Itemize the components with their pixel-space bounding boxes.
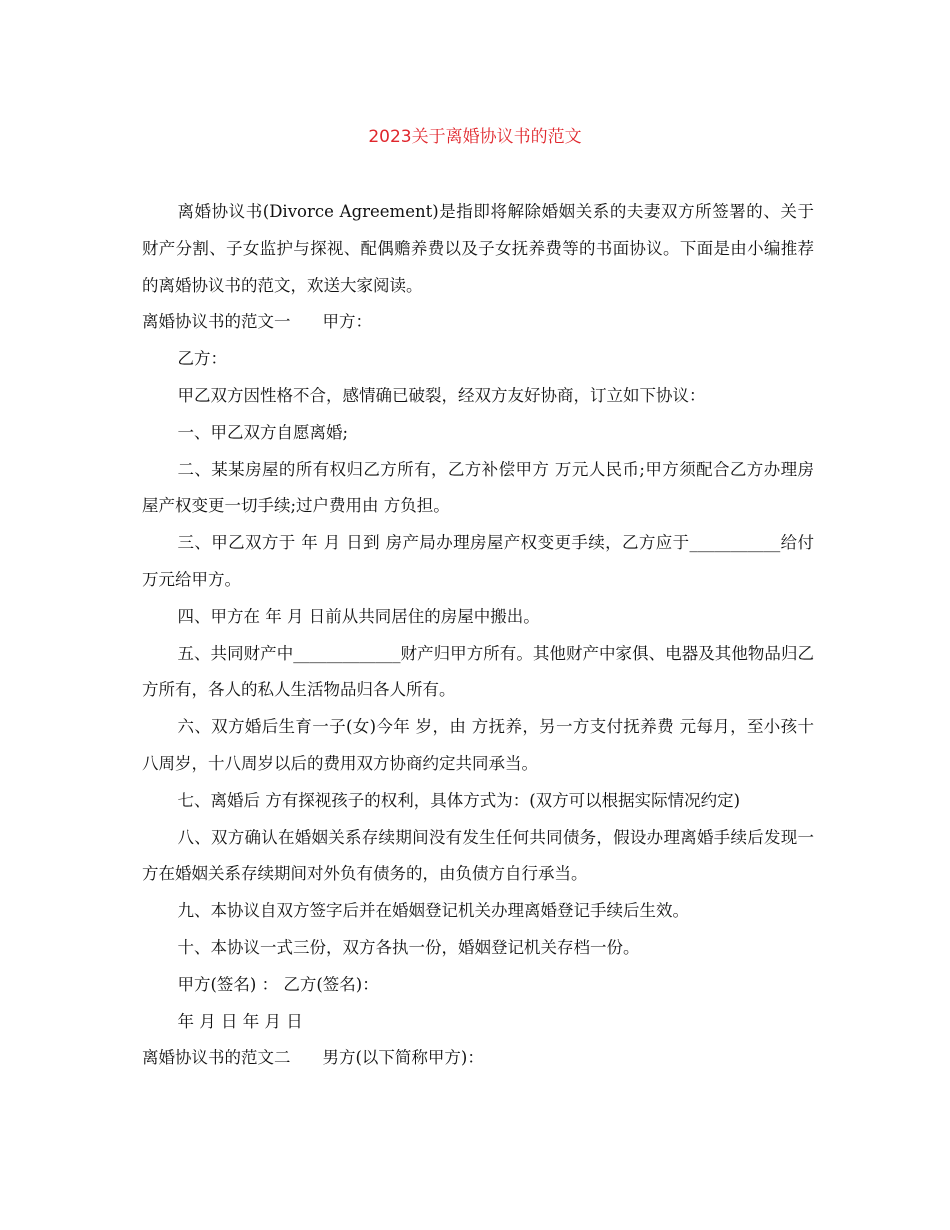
clause-2: 二、某某房屋的所有权归乙方所有，乙方补偿甲方 万元人民币;甲方须配合乙方办理房屋产权变更一切手续;过户费用由 方负担。 bbox=[142, 459, 814, 516]
party-b-label: 乙方： bbox=[177, 349, 227, 369]
clause-4: 四、甲方在 年 月 日前从共同居住的房屋中搬出。 bbox=[177, 606, 540, 626]
clause-8: 八、双方确认在婚姻关系存续期间没有发生任何共同债务，假设办理离婚手续后发现一方在婚姻关系存续期间对外负有债务的，由负债方自行承当。 bbox=[142, 827, 814, 884]
clause-10: 十、本协议一式三份，双方各执一份，婚姻登记机关存档一份。 bbox=[177, 937, 640, 957]
date-line: 年 月 日 年 月 日 bbox=[177, 1011, 303, 1031]
section2-party-a: 男方(以下简称甲方)： bbox=[322, 1048, 484, 1068]
clause-3: 三、甲乙双方于 年 月 日到 房产局办理房屋产权变更手续，乙方应于___________给付 万元给甲方。 bbox=[142, 533, 814, 589]
document-body bbox=[142, 194, 814, 1077]
clause-9: 九、本协议自双方签字后并在婚姻登记机关办理离婚登记手续后生效。 bbox=[177, 901, 689, 921]
section1-heading-line bbox=[142, 304, 814, 341]
intro-paragraph: 离婚协议书(Divorce Agreement)是指即将解除婚姻关系的夫妻双方所签署的、关于财产分割、子女监护与探视、配偶赡养费以及子女抚养费等的书面协议。下面是由小编推荐的离婚协议书的范文，欢送大家阅读。 bbox=[142, 202, 814, 295]
clause-1: 一、甲乙双方自愿离婚; bbox=[177, 422, 349, 442]
party-a-label: 甲方： bbox=[322, 312, 372, 332]
preamble-paragraph: 甲乙双方因性格不合，感情确已破裂，经双方友好协商，订立如下协议： bbox=[177, 385, 706, 405]
section2-heading: 离婚协议书的范文二 bbox=[142, 1048, 291, 1068]
signature-line: 甲方(签名) ： 乙方(签名)： bbox=[177, 974, 379, 994]
clause-7: 七、离婚后 方有探视孩子的权利，具体方式为：(双方可以根据实际情况约定) bbox=[177, 790, 741, 810]
clause-5: 五、共同财产中_____________财产归甲方所有。其他财产中家俱、电器及其他物品归乙方所有，各人的私人生活物品归各人所有。 bbox=[142, 643, 814, 700]
document-title: 2023关于离婚协议书的范文 bbox=[368, 127, 582, 147]
section1-heading: 离婚协议书的范文一 bbox=[142, 312, 291, 332]
clause-6: 六、双方婚后生育一子(女)今年 岁，由 方抚养，另一方支付抚养费 元每月，至小孩十八周岁，十八周岁以后的费用双方协商约定共同承当。 bbox=[142, 717, 814, 773]
section2-heading-line bbox=[142, 1040, 814, 1077]
